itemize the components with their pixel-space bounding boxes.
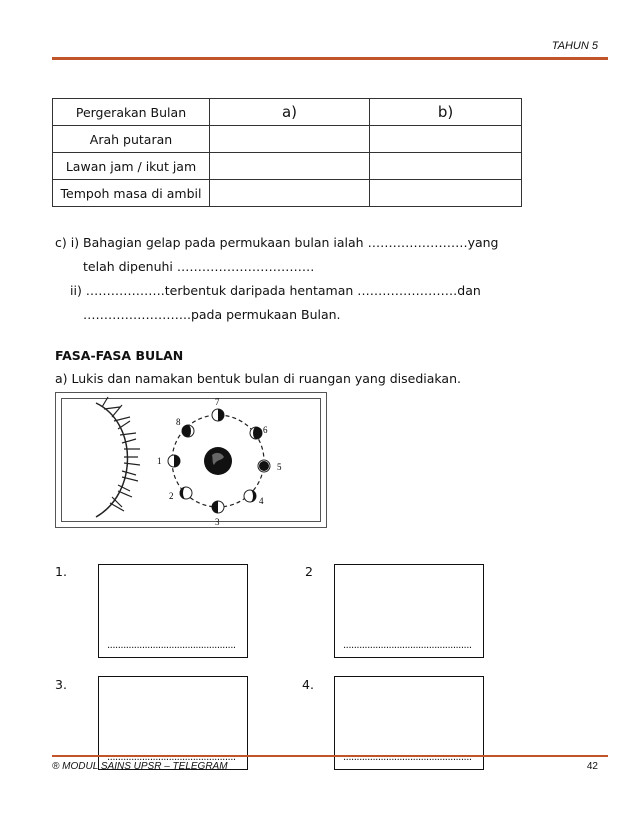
table-header-cell: b) xyxy=(370,99,522,126)
phase-label: 1 xyxy=(157,456,162,466)
table-answer-cell xyxy=(370,153,522,180)
table-answer-cell xyxy=(210,153,370,180)
phase-label: 3 xyxy=(215,517,220,527)
table-answer-cell xyxy=(210,180,370,207)
answer-box[interactable] xyxy=(334,564,484,658)
sun-shape xyxy=(96,403,128,517)
section-title: FASA-FASA BULAN xyxy=(55,348,184,363)
phase-label: 2 xyxy=(169,491,174,501)
question-c-line-3: ii) ……………….terbentuk daripada hentaman ……………………dan xyxy=(70,283,481,298)
moon-1-icon xyxy=(168,455,180,467)
question-c-line-2: telah dipenuhi …………………………… xyxy=(83,259,315,274)
table-row-label: Lawan jam / ikut jam xyxy=(53,153,210,180)
table-answer-cell xyxy=(210,126,370,153)
question-c-line-4: ……………………..pada permukaan Bulan. xyxy=(83,307,341,322)
moon-2-icon xyxy=(180,487,192,499)
table-header-cell: a) xyxy=(210,99,370,126)
answer-number: 4. xyxy=(302,677,314,692)
answer-blank-line: ................................................ xyxy=(107,640,236,651)
table-header-row xyxy=(53,99,522,126)
moon-5-icon xyxy=(258,460,270,472)
table-row xyxy=(53,126,522,153)
question-c-line-1: c) i) Bahagian gelap pada permukaan bulan ialah ……………………yang xyxy=(55,235,499,250)
answer-blank-line: ................................................ xyxy=(343,640,472,651)
phase-label: 8 xyxy=(176,417,181,427)
answer-blank-line: ................................................ xyxy=(107,752,236,763)
page-number: 42 xyxy=(586,761,598,772)
moon-6-icon xyxy=(250,427,262,439)
phase-label: 7 xyxy=(215,397,220,407)
answer-number: 3. xyxy=(55,677,67,692)
answer-blank-line: ................................................ xyxy=(343,752,472,763)
answer-box[interactable] xyxy=(98,564,248,658)
sun-rays xyxy=(102,397,140,511)
phase-label: 6 xyxy=(263,425,268,435)
phase-label: 4 xyxy=(259,496,264,506)
moon-8-icon xyxy=(182,425,194,437)
table-row-label: Tempoh masa di ambil xyxy=(53,180,210,207)
phase-label: 5 xyxy=(277,462,282,472)
table-answer-cell xyxy=(370,180,522,207)
table-row xyxy=(53,180,522,207)
header-rule xyxy=(52,57,608,60)
table-row xyxy=(53,153,522,180)
moon-3-icon xyxy=(212,501,224,513)
answer-number: 1. xyxy=(55,564,67,579)
moon-4-icon xyxy=(244,490,256,502)
answer-number: 2 xyxy=(305,564,313,579)
footer-rule xyxy=(52,755,608,757)
moon-phase-diagram xyxy=(55,392,327,528)
footer-label: ® MODUL SAINS UPSR – TELEGRAM xyxy=(52,761,228,772)
earth-icon xyxy=(204,447,232,475)
section-instruction: a) Lukis dan namakan bentuk bulan di ruangan yang disediakan. xyxy=(55,371,461,386)
table-answer-cell xyxy=(370,126,522,153)
table-row-label: Arah putaran xyxy=(53,126,210,153)
header-label: TAHUN 5 xyxy=(551,40,598,52)
moon-movement-table xyxy=(52,98,522,207)
table-header-cell: Pergerakan Bulan xyxy=(53,99,210,126)
moon-7-icon xyxy=(212,409,224,421)
